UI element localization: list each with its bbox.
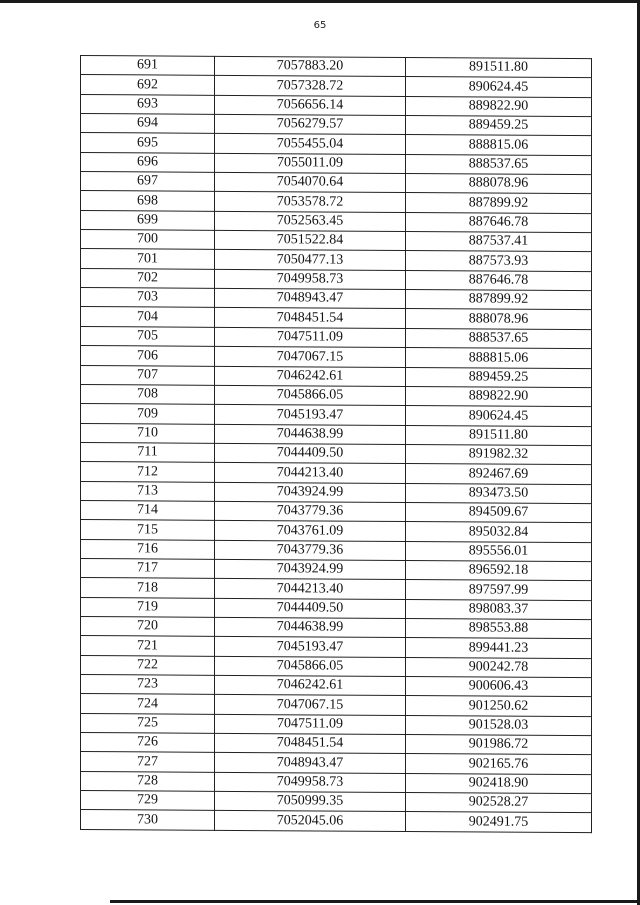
x-coordinate-cell: 7057328.72 bbox=[215, 76, 406, 97]
point-number-cell: 725 bbox=[81, 713, 215, 733]
y-coordinate-cell: 889459.25 bbox=[406, 367, 592, 387]
table-row bbox=[81, 56, 592, 78]
table-row bbox=[81, 578, 592, 600]
x-coordinate-cell: 7047067.15 bbox=[215, 695, 406, 716]
x-coordinate-cell: 7043779.36 bbox=[215, 540, 406, 561]
point-number-cell: 697 bbox=[81, 172, 215, 192]
x-coordinate-cell: 7043779.36 bbox=[215, 501, 406, 522]
x-coordinate-cell: 7050477.13 bbox=[215, 250, 406, 271]
y-coordinate-cell: 895556.01 bbox=[406, 541, 592, 561]
x-coordinate-cell: 7052045.06 bbox=[215, 811, 406, 832]
y-coordinate-cell: 901528.03 bbox=[406, 715, 592, 735]
table-row bbox=[81, 655, 592, 677]
y-coordinate-cell: 896592.18 bbox=[406, 560, 592, 580]
point-number-cell: 723 bbox=[81, 675, 215, 695]
table-row bbox=[81, 326, 592, 348]
table-row bbox=[81, 133, 592, 155]
x-coordinate-cell: 7047511.09 bbox=[215, 714, 406, 735]
y-coordinate-cell: 890624.45 bbox=[406, 406, 592, 426]
x-coordinate-cell: 7047067.15 bbox=[215, 346, 406, 367]
x-coordinate-cell: 7049958.73 bbox=[215, 772, 406, 793]
x-coordinate-cell: 7046242.61 bbox=[215, 366, 406, 387]
table-row bbox=[81, 733, 592, 755]
x-coordinate-cell: 7053578.72 bbox=[215, 192, 406, 213]
x-coordinate-cell: 7057883.20 bbox=[215, 56, 406, 77]
x-coordinate-cell: 7056656.14 bbox=[215, 95, 406, 116]
y-coordinate-cell: 888815.06 bbox=[406, 135, 592, 155]
y-coordinate-cell: 901986.72 bbox=[406, 735, 592, 755]
table-row bbox=[81, 694, 592, 716]
point-number-cell: 718 bbox=[81, 578, 215, 598]
point-number-cell: 708 bbox=[81, 384, 215, 404]
table-row bbox=[81, 675, 592, 697]
y-coordinate-cell: 887573.93 bbox=[406, 251, 592, 271]
scan-border-top bbox=[0, 0, 640, 3]
table-row bbox=[81, 404, 592, 426]
y-coordinate-cell: 888078.96 bbox=[406, 309, 592, 329]
y-coordinate-cell: 889822.90 bbox=[406, 386, 592, 406]
table-row bbox=[81, 75, 592, 97]
point-number-cell: 698 bbox=[81, 191, 215, 211]
point-number-cell: 726 bbox=[81, 733, 215, 753]
point-number-cell: 704 bbox=[81, 307, 215, 327]
y-coordinate-cell: 902418.90 bbox=[406, 773, 592, 793]
point-number-cell: 693 bbox=[81, 94, 215, 114]
point-number-cell: 705 bbox=[81, 326, 215, 346]
point-number-cell: 700 bbox=[81, 230, 215, 250]
point-number-cell: 720 bbox=[81, 616, 215, 636]
y-coordinate-cell: 888815.06 bbox=[406, 348, 592, 368]
x-coordinate-cell: 7043761.09 bbox=[215, 521, 406, 542]
x-coordinate-cell: 7043924.99 bbox=[215, 559, 406, 580]
point-number-cell: 711 bbox=[81, 442, 215, 462]
x-coordinate-cell: 7044409.50 bbox=[215, 443, 406, 464]
point-number-cell: 710 bbox=[81, 423, 215, 443]
table-row bbox=[81, 520, 592, 542]
x-coordinate-cell: 7049958.73 bbox=[215, 269, 406, 290]
x-coordinate-cell: 7055455.04 bbox=[215, 134, 406, 155]
point-number-cell: 727 bbox=[81, 752, 215, 772]
x-coordinate-cell: 7044638.99 bbox=[215, 424, 406, 445]
table-row bbox=[81, 114, 592, 136]
x-coordinate-cell: 7055011.09 bbox=[215, 153, 406, 174]
y-coordinate-cell: 893473.50 bbox=[406, 483, 592, 503]
point-number-cell: 703 bbox=[81, 288, 215, 308]
table-row bbox=[81, 771, 592, 793]
x-coordinate-cell: 7052563.45 bbox=[215, 211, 406, 232]
coordinates-table-body bbox=[81, 56, 592, 833]
table-row bbox=[81, 481, 592, 503]
y-coordinate-cell: 898083.37 bbox=[406, 599, 592, 619]
point-number-cell: 696 bbox=[81, 152, 215, 172]
table-row bbox=[81, 616, 592, 638]
x-coordinate-cell: 7048451.54 bbox=[215, 733, 406, 754]
y-coordinate-cell: 887537.41 bbox=[406, 232, 592, 252]
x-coordinate-cell: 7045193.47 bbox=[215, 637, 406, 658]
y-coordinate-cell: 902491.75 bbox=[406, 812, 592, 832]
point-number-cell: 695 bbox=[81, 133, 215, 153]
coordinates-table bbox=[80, 55, 592, 833]
y-coordinate-cell: 887646.78 bbox=[406, 270, 592, 290]
y-coordinate-cell: 888537.65 bbox=[406, 328, 592, 348]
table-row bbox=[81, 152, 592, 174]
y-coordinate-cell: 887899.92 bbox=[406, 193, 592, 213]
table-row bbox=[81, 500, 592, 522]
x-coordinate-cell: 7048943.47 bbox=[215, 288, 406, 309]
point-number-cell: 721 bbox=[81, 636, 215, 656]
table-row bbox=[81, 210, 592, 232]
point-number-cell: 714 bbox=[81, 500, 215, 520]
point-number-cell: 694 bbox=[81, 114, 215, 134]
point-number-cell: 702 bbox=[81, 268, 215, 288]
table-row bbox=[81, 423, 592, 445]
point-number-cell: 706 bbox=[81, 346, 215, 366]
point-number-cell: 719 bbox=[81, 597, 215, 617]
table-row bbox=[81, 752, 592, 774]
x-coordinate-cell: 7048451.54 bbox=[215, 308, 406, 329]
point-number-cell: 709 bbox=[81, 404, 215, 424]
point-number-cell: 712 bbox=[81, 462, 215, 482]
point-number-cell: 691 bbox=[81, 56, 215, 76]
y-coordinate-cell: 889459.25 bbox=[406, 116, 592, 136]
y-coordinate-cell: 890624.45 bbox=[406, 77, 592, 97]
table-row bbox=[81, 713, 592, 735]
point-number-cell: 717 bbox=[81, 558, 215, 578]
table-row bbox=[81, 346, 592, 368]
table-row bbox=[81, 230, 592, 252]
page-number: 65 bbox=[313, 20, 327, 31]
table-row bbox=[81, 462, 592, 484]
x-coordinate-cell: 7045866.05 bbox=[215, 385, 406, 406]
y-coordinate-cell: 900242.78 bbox=[406, 657, 592, 677]
table-row bbox=[81, 288, 592, 310]
point-number-cell: 699 bbox=[81, 210, 215, 230]
point-number-cell: 724 bbox=[81, 694, 215, 714]
x-coordinate-cell: 7044213.40 bbox=[215, 463, 406, 484]
x-coordinate-cell: 7051522.84 bbox=[215, 230, 406, 251]
x-coordinate-cell: 7045866.05 bbox=[215, 656, 406, 677]
x-coordinate-cell: 7044409.50 bbox=[215, 598, 406, 619]
table-row bbox=[81, 539, 592, 561]
table-row bbox=[81, 191, 592, 213]
y-coordinate-cell: 889822.90 bbox=[406, 96, 592, 116]
y-coordinate-cell: 899441.23 bbox=[406, 638, 592, 658]
point-number-cell: 701 bbox=[81, 249, 215, 269]
table-row bbox=[81, 558, 592, 580]
y-coordinate-cell: 898553.88 bbox=[406, 618, 592, 638]
point-number-cell: 728 bbox=[81, 771, 215, 791]
table-row bbox=[81, 636, 592, 658]
table-row bbox=[81, 172, 592, 194]
y-coordinate-cell: 888078.96 bbox=[406, 174, 592, 194]
x-coordinate-cell: 7044638.99 bbox=[215, 617, 406, 638]
y-coordinate-cell: 897597.99 bbox=[406, 580, 592, 600]
x-coordinate-cell: 7047511.09 bbox=[215, 327, 406, 348]
table-row bbox=[81, 307, 592, 329]
y-coordinate-cell: 887646.78 bbox=[406, 212, 592, 232]
y-coordinate-cell: 887899.92 bbox=[406, 290, 592, 310]
point-number-cell: 722 bbox=[81, 655, 215, 675]
table-row bbox=[81, 597, 592, 619]
point-number-cell: 729 bbox=[81, 791, 215, 811]
y-coordinate-cell: 894509.67 bbox=[406, 502, 592, 522]
point-number-cell: 730 bbox=[81, 810, 215, 830]
x-coordinate-cell: 7043924.99 bbox=[215, 482, 406, 503]
table-row bbox=[81, 442, 592, 464]
table-row bbox=[81, 94, 592, 116]
y-coordinate-cell: 900606.43 bbox=[406, 676, 592, 696]
table-row bbox=[81, 810, 592, 832]
point-number-cell: 716 bbox=[81, 539, 215, 559]
point-number-cell: 692 bbox=[81, 75, 215, 95]
y-coordinate-cell: 891982.32 bbox=[406, 444, 592, 464]
y-coordinate-cell: 895032.84 bbox=[406, 522, 592, 542]
table-row bbox=[81, 249, 592, 271]
table-row bbox=[81, 384, 592, 406]
x-coordinate-cell: 7054070.64 bbox=[215, 172, 406, 193]
table-row bbox=[81, 791, 592, 813]
point-number-cell: 707 bbox=[81, 365, 215, 385]
y-coordinate-cell: 902165.76 bbox=[406, 754, 592, 774]
y-coordinate-cell: 888537.65 bbox=[406, 154, 592, 174]
point-number-cell: 715 bbox=[81, 520, 215, 540]
y-coordinate-cell: 902528.27 bbox=[406, 793, 592, 813]
y-coordinate-cell: 901250.62 bbox=[406, 696, 592, 716]
x-coordinate-cell: 7046242.61 bbox=[215, 675, 406, 696]
y-coordinate-cell: 891511.80 bbox=[406, 57, 592, 77]
point-number-cell: 713 bbox=[81, 481, 215, 501]
x-coordinate-cell: 7050999.35 bbox=[215, 791, 406, 812]
table-row bbox=[81, 365, 592, 387]
x-coordinate-cell: 7056279.57 bbox=[215, 114, 406, 135]
x-coordinate-cell: 7045193.47 bbox=[215, 405, 406, 426]
x-coordinate-cell: 7048943.47 bbox=[215, 753, 406, 774]
y-coordinate-cell: 892467.69 bbox=[406, 464, 592, 484]
table-row bbox=[81, 268, 592, 290]
x-coordinate-cell: 7044213.40 bbox=[215, 579, 406, 600]
scan-border-bottom bbox=[110, 900, 640, 903]
y-coordinate-cell: 891511.80 bbox=[406, 425, 592, 445]
